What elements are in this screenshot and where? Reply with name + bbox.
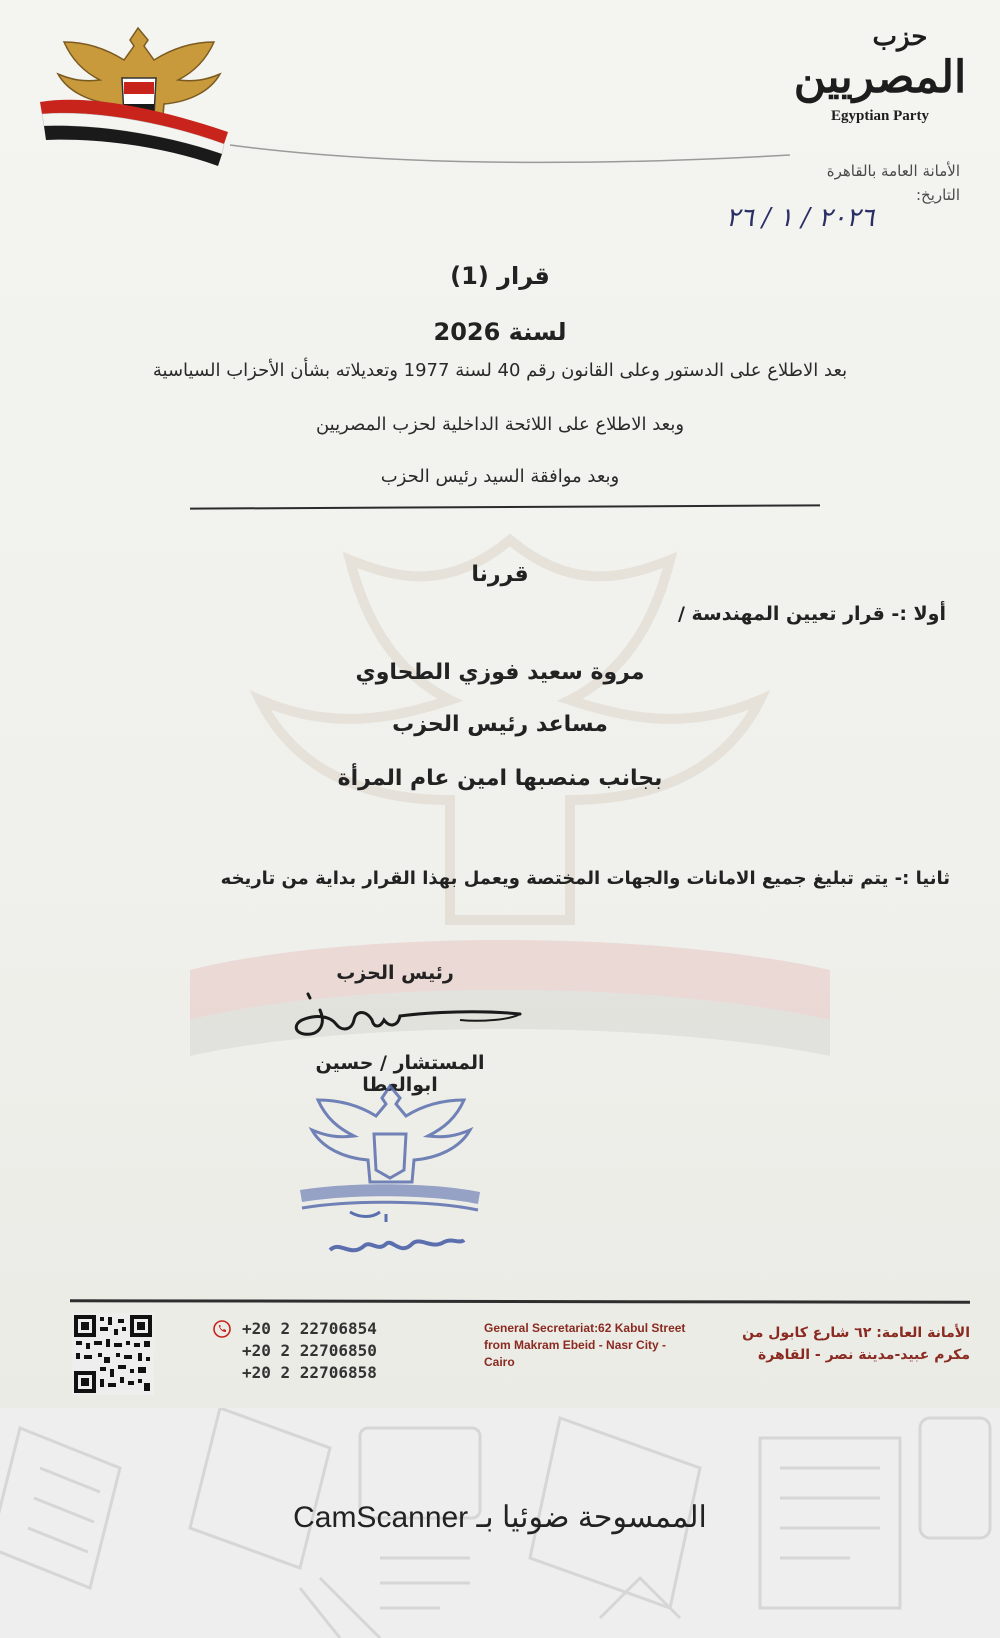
handwritten-date: [690, 196, 910, 236]
eagle-emblem-icon: [38, 20, 243, 170]
preamble-line-2: وبعد الاطلاع على اللائحة الداخلية لحزب المصريين: [315, 414, 685, 435]
camscanner-label: الممسوحة ضوئيا بـ CamScanner: [293, 1501, 707, 1534]
appointee-current-position: بجانب منصبها امين عام المرأة: [337, 766, 663, 791]
party-name-english: Egyptian Party: [831, 108, 929, 124]
address-arabic: [720, 1322, 970, 1366]
second-clause: ثانيا :- يتم تبليغ جميع الامانات والجهات المختصة ويعمل بهذا القرار بداية من تاريخه: [220, 868, 950, 889]
decided-heading: قررنا: [471, 562, 529, 587]
secretariat-label: الأمانة العامة بالقاهرة: [826, 162, 960, 180]
signatory-name: المستشار / حسين ابوالعطا: [315, 1052, 485, 1096]
decision-title: قرار (1): [450, 262, 550, 290]
phone-list: [212, 1318, 377, 1384]
appointee-role: مساعد رئيس الحزب: [392, 712, 608, 737]
phone-number-1[interactable]: +20 2 22706854: [242, 1319, 377, 1338]
signatory-title: رئيس الحزب: [336, 962, 454, 984]
party-name-top: حزب: [872, 22, 928, 52]
preamble-line-1: بعد الاطلاع على الدستور وعلى القانون رقم 40 لسنة 1977 وتعديلاته بشأن الأحزاب السياسية: [152, 360, 848, 381]
qr-code-icon[interactable]: [72, 1313, 154, 1395]
phone-number-2[interactable]: +20 2 22706850: [242, 1341, 377, 1360]
address-arabic-line-2: مكرم عبيد-مدينة نصر - القاهرة: [757, 1347, 970, 1363]
header-decorative-curve: [230, 105, 790, 175]
first-clause: أولا :- قرار تعيين المهندسة /: [677, 603, 946, 625]
date-value: ٢٠٢٦ / ١ / ٢٦: [725, 203, 875, 233]
preamble-line-3: وبعد موافقة السيد رئيس الحزب: [380, 466, 620, 487]
handwritten-signature: [280, 980, 540, 1060]
address-english: General Secretariat:62 Kabul Street from Makram Ebeid - Nasr City - Cairo: [484, 1321, 686, 1369]
seal-party-lettering: [320, 1200, 470, 1270]
decision-year: لسنة 2026: [433, 318, 567, 346]
date-label: التاريخ:: [916, 186, 960, 204]
appointee-name: مروة سعيد فوزي الطحاوي: [355, 660, 645, 685]
footer-rule: [70, 1299, 970, 1304]
phone-number-3[interactable]: +20 2 22706858: [242, 1363, 377, 1382]
party-name-main: المصريين: [793, 52, 967, 103]
party-logo: [790, 22, 970, 157]
address-arabic-line-1: الأمانة العامة: ٦٢ شارع كابول من: [742, 1325, 970, 1341]
